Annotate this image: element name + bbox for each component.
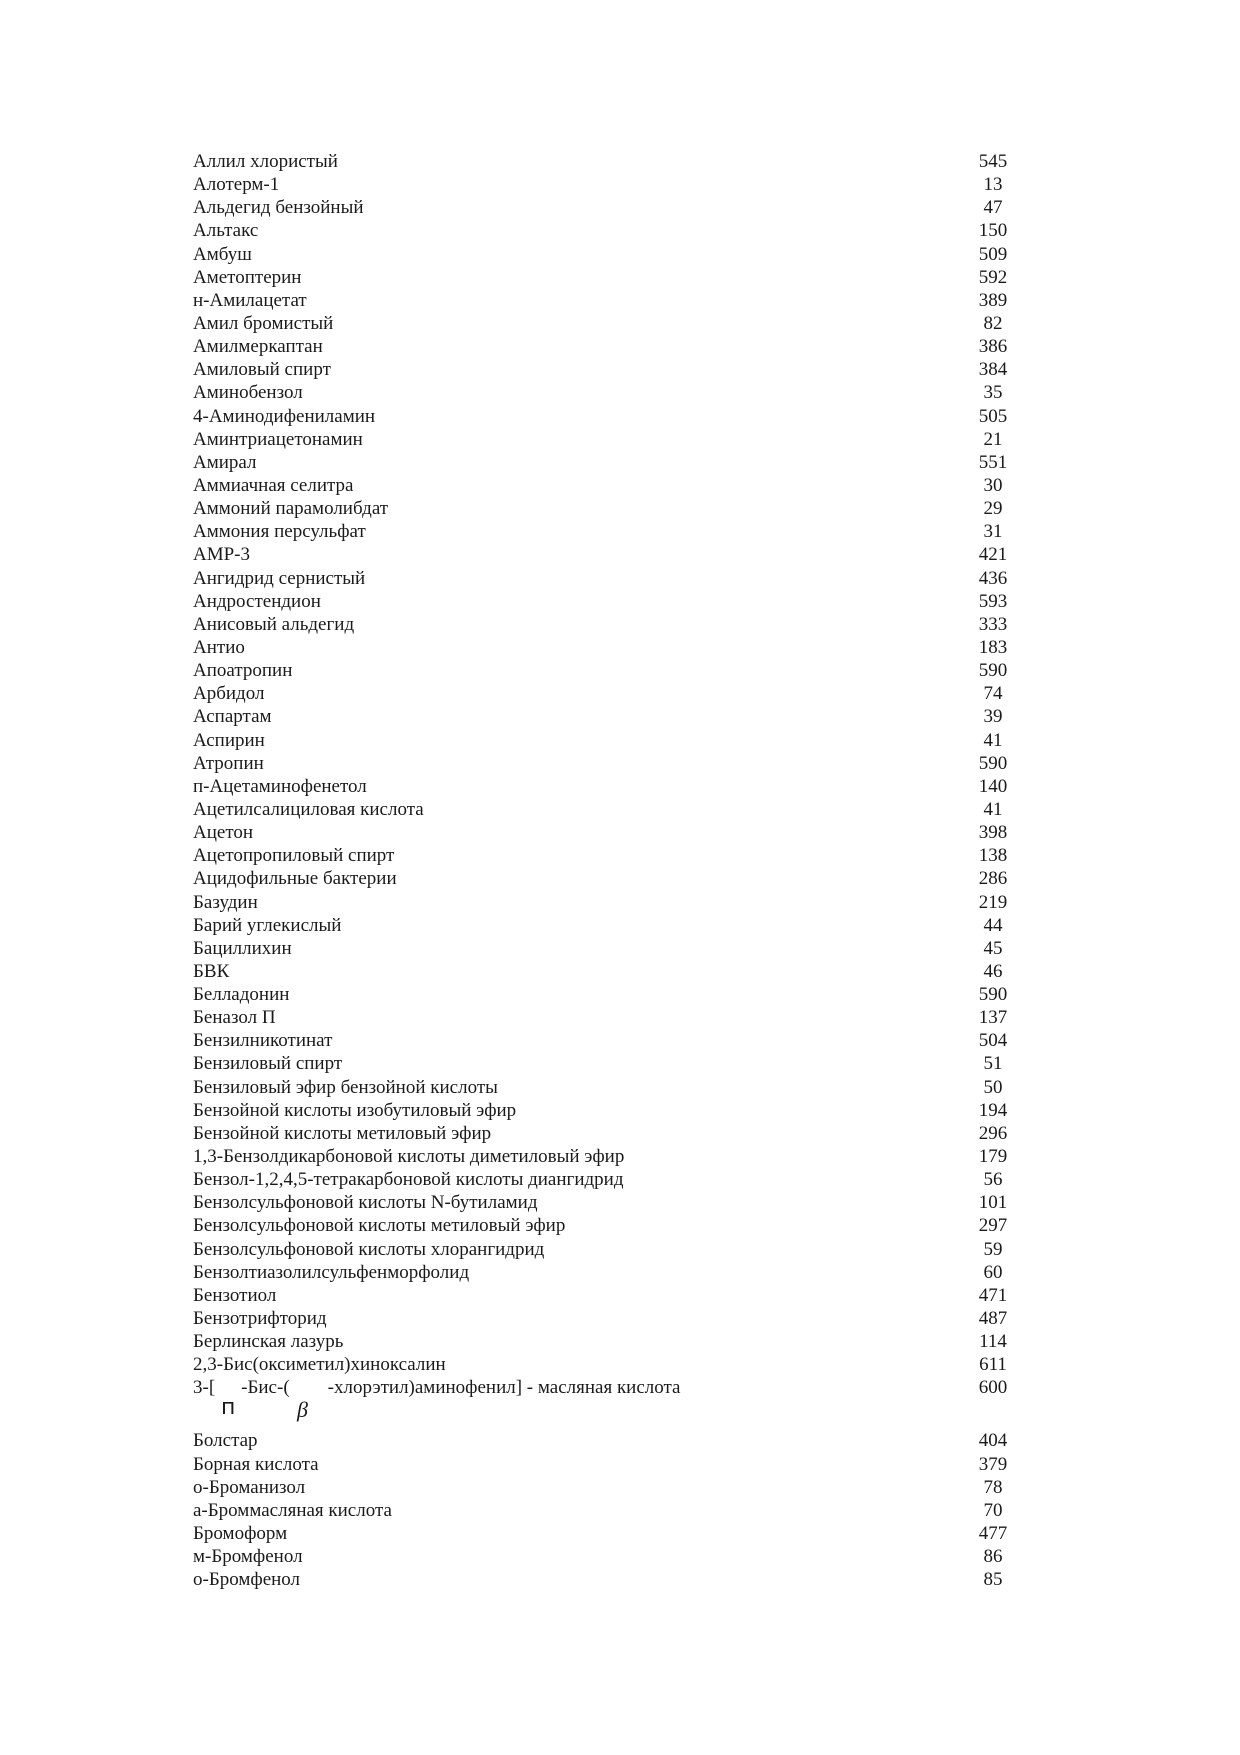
entry-name: 4-Аминодифениламин — [193, 405, 376, 427]
entry-page-number: 296 — [978, 1122, 1008, 1144]
entry-page-number: 47 — [983, 197, 1003, 219]
index-entry — [193, 1307, 1023, 1330]
entry-page-number: 30 — [983, 474, 1003, 496]
entry-name: Бензолсульфоновой кислоты хлорангидрид — [193, 1238, 545, 1260]
entry-page-number: 183 — [978, 636, 1008, 658]
entry-name: Бензолсульфоновой кислоты метиловый эфир — [193, 1215, 566, 1237]
entry-page-number: 85 — [983, 1569, 1003, 1591]
entry-page-number: 86 — [983, 1546, 1003, 1568]
entry-page-number: 70 — [983, 1499, 1003, 1521]
entry-page-number: 504 — [978, 1030, 1008, 1052]
entry-page-number: 41 — [983, 798, 1003, 820]
entry-page-number: 384 — [978, 359, 1008, 381]
entry-name: Аминобензол — [193, 382, 303, 404]
index-entry — [193, 867, 1023, 890]
index-entry — [193, 243, 1023, 266]
entry-name: Бензойной кислоты метиловый эфир — [193, 1122, 492, 1144]
entry-name: Аллил хлористый — [193, 151, 338, 172]
entry-name: Бензолтиазолилсульфенморфолид — [193, 1261, 470, 1283]
entry-name: Бромоформ — [193, 1523, 288, 1545]
index-entries-after — [193, 1429, 1023, 1591]
entry-page-number: 386 — [978, 336, 1008, 358]
entry-page-number: 21 — [983, 428, 1003, 450]
index-entry — [193, 1284, 1023, 1307]
entry-name: Бензиловый эфир бензойной кислоты — [193, 1076, 498, 1098]
entry-page-number: 592 — [978, 266, 1008, 288]
entry-page-number: 389 — [978, 289, 1008, 311]
entry-name: Атропин — [193, 752, 264, 774]
index-entry — [193, 1261, 1023, 1284]
entry-name: Альтакс — [193, 220, 259, 242]
index-entry — [193, 358, 1023, 381]
entry-page-number: 219 — [978, 891, 1008, 913]
entry-page-number: 138 — [978, 845, 1008, 867]
entry-page-number: 379 — [978, 1453, 1008, 1475]
entry-name: Амирал — [193, 451, 257, 473]
entry-page-number: 51 — [983, 1053, 1003, 1075]
entry-page-number: 590 — [978, 984, 1008, 1006]
entry-page-number: 509 — [978, 243, 1008, 265]
index-entry — [193, 821, 1023, 844]
entry-name: Болстар — [193, 1430, 258, 1452]
index-entry — [193, 937, 1023, 960]
index-entry — [193, 289, 1023, 312]
index-entry — [193, 1499, 1023, 1522]
entry-name: Андростендион — [193, 590, 321, 612]
entry-name: 1,3-Бензолдикарбоновой кислоты диметиловый эфир — [193, 1146, 625, 1168]
index-entry — [193, 1568, 1023, 1591]
entry-page-number: 29 — [983, 498, 1003, 520]
index-entry — [193, 1353, 1023, 1376]
entry-page-number: 471 — [978, 1284, 1008, 1306]
entry-name: Анисовый альдегид — [193, 613, 355, 635]
entry-page-number: 35 — [983, 382, 1003, 404]
entry-name: м-Бромфенол — [193, 1546, 303, 1568]
entry-name: Ацетилсалициловая кислота — [193, 798, 424, 820]
index-entry — [193, 1453, 1023, 1476]
index-entry — [193, 266, 1023, 289]
index-entry — [193, 1099, 1023, 1122]
index-entry — [193, 682, 1023, 705]
index-entry — [193, 520, 1023, 543]
entry-name: Амиловый спирт — [193, 359, 331, 381]
entry-name: Аминтриацетонамин — [193, 428, 363, 450]
entry-name: Аспартам — [193, 706, 272, 728]
index-entry — [193, 659, 1023, 682]
entry-page-number: 13 — [983, 174, 1003, 196]
entry-name: Бензотиол — [193, 1284, 277, 1306]
entry-name: Бензойной кислоты изобутиловый эфир — [193, 1099, 517, 1121]
entry-page-number: 150 — [978, 220, 1008, 242]
index-entry — [193, 567, 1023, 590]
entry-name: Бензотрифторид — [193, 1308, 327, 1330]
entry-name: 2,3-Бис(оксиметил)хиноксалин — [193, 1354, 446, 1376]
index-entry — [193, 335, 1023, 358]
entry-name: Аммония персульфат — [193, 521, 366, 543]
index-entry — [193, 590, 1023, 613]
entry-page-number: 421 — [978, 544, 1008, 566]
beta-symbol: β — [297, 1397, 308, 1423]
entry-page-number: 137 — [978, 1007, 1008, 1029]
entry-name: Ангидрид сернистый — [193, 567, 366, 589]
index-entry — [193, 1238, 1023, 1261]
index-entry — [193, 983, 1023, 1006]
entry-name: Бензолсульфоновой кислоты N-бутиламид — [193, 1192, 538, 1214]
entry-page-number: 611 — [979, 1354, 1007, 1376]
index-entry — [193, 613, 1023, 636]
entry-name: Амил бромистый — [193, 312, 334, 334]
index-entry — [193, 1006, 1023, 1029]
entry-page-number: 286 — [978, 868, 1008, 890]
index-entry — [193, 891, 1023, 914]
index-entry — [193, 405, 1023, 428]
entry-page-number: 194 — [978, 1099, 1008, 1121]
entry-name: п-Ацетаминофенетол — [193, 775, 367, 797]
index-list — [193, 150, 1023, 1591]
index-entry — [193, 1330, 1023, 1353]
entry-page-number: 179 — [978, 1146, 1008, 1168]
index-entry — [193, 543, 1023, 566]
index-entry — [193, 1122, 1023, 1145]
entry-page-number: 477 — [978, 1523, 1008, 1545]
entry-page-number: 60 — [983, 1261, 1003, 1283]
index-entry — [193, 1191, 1023, 1214]
entry-name: Берлинская лазурь — [193, 1331, 344, 1353]
index-entry — [193, 173, 1023, 196]
entry-page-number: 593 — [978, 590, 1008, 612]
entry-page-number: 46 — [983, 960, 1003, 982]
index-entry — [193, 1214, 1023, 1237]
entry-page-number: 50 — [983, 1076, 1003, 1098]
entry-page-number: 487 — [978, 1308, 1008, 1330]
index-entry — [193, 914, 1023, 937]
index-entry — [193, 428, 1023, 451]
entry-page-number: 551 — [978, 451, 1008, 473]
index-entry — [193, 729, 1023, 752]
entry-name: н-Амилацетат — [193, 289, 307, 311]
entry-name: Ацетопропиловый спирт — [193, 845, 395, 867]
entry-page-number: 45 — [983, 937, 1003, 959]
entry-name: Амбуш — [193, 243, 252, 265]
entry-name: Алотерм-1 — [193, 174, 280, 196]
entry-name: Апоатропин — [193, 660, 293, 682]
entry-name: Ацетон — [193, 822, 254, 844]
entry-name: Аммиачная селитра — [193, 474, 354, 496]
entry-page-number: 74 — [983, 683, 1003, 705]
entry-page-number: 333 — [978, 613, 1008, 635]
index-entry — [193, 1052, 1023, 1075]
entry-page-number: 398 — [978, 822, 1008, 844]
entry-page-number: 39 — [983, 706, 1003, 728]
entry-page-number: 404 — [978, 1430, 1008, 1452]
entry-name: Антио — [193, 636, 245, 658]
entry-name: Беназол П — [193, 1007, 276, 1029]
entry-page-number: 590 — [978, 752, 1008, 774]
index-entry — [193, 497, 1023, 520]
index-entry — [193, 1029, 1023, 1052]
entry-page-number: 505 — [978, 405, 1008, 427]
entry-page-number: 545 — [978, 151, 1008, 172]
index-entry-special — [193, 1376, 1023, 1429]
index-entry — [193, 1145, 1023, 1168]
index-entry — [193, 474, 1023, 497]
entry-name: Аметоптерин — [193, 266, 302, 288]
index-entry — [193, 451, 1023, 474]
entry-name: Ацидофильные бактерии — [193, 868, 397, 890]
index-entry — [193, 844, 1023, 867]
entry-page-number: 44 — [983, 914, 1003, 936]
entry-page-number: 297 — [978, 1215, 1008, 1237]
entry-name: Амилмеркаптан — [193, 336, 323, 358]
entry-name: Бензилникотинат — [193, 1030, 333, 1052]
index-entry — [193, 960, 1023, 983]
entry-name: 3-[ -Бис-( -хлорэтил)аминофенил] - масляная кислота — [193, 1377, 681, 1399]
entry-name: Аммоний парамолибдат — [193, 498, 389, 520]
entry-name: Арбидол — [193, 683, 265, 705]
entry-name: Барий углекислый — [193, 914, 342, 936]
entry-page-number: 41 — [983, 729, 1003, 751]
entry-page-number: 56 — [983, 1169, 1003, 1191]
entry-name: о-Броманизол — [193, 1476, 306, 1498]
entry-name: Альдегид бензойный — [193, 197, 364, 219]
entry-page-number: 31 — [983, 521, 1003, 543]
entry-name: Борная кислота — [193, 1453, 319, 1475]
entry-page-number: 82 — [983, 312, 1003, 334]
entry-page-number: 600 — [978, 1377, 1008, 1399]
index-entry — [193, 150, 1023, 173]
entry-name: Бензиловый спирт — [193, 1053, 343, 1075]
index-entries — [193, 150, 1023, 1376]
index-entry — [193, 705, 1023, 728]
entry-name: АМР-3 — [193, 544, 251, 566]
entry-page-number: 140 — [978, 775, 1008, 797]
index-entry — [193, 798, 1023, 821]
index-entry — [193, 196, 1023, 219]
index-entry — [193, 381, 1023, 404]
entry-name: БВК — [193, 960, 230, 982]
entry-page-number: 436 — [978, 567, 1008, 589]
index-entry — [193, 312, 1023, 335]
index-entry — [193, 1076, 1023, 1099]
entry-name: Белладонин — [193, 984, 290, 1006]
index-entry — [193, 752, 1023, 775]
index-entry — [193, 636, 1023, 659]
entry-name: Аспирин — [193, 729, 265, 751]
entry-name: Базудин — [193, 891, 258, 913]
entry-name: Бензол-1,2,4,5-тетракарбоновой кислоты диангидрид — [193, 1169, 624, 1191]
entry-name: а-Броммасляная кислота — [193, 1499, 392, 1521]
index-entry — [193, 1429, 1023, 1452]
index-entry — [193, 1545, 1023, 1568]
index-entry — [193, 775, 1023, 798]
entry-name: о-Бромфенол — [193, 1569, 301, 1591]
entry-page-number: 78 — [983, 1476, 1003, 1498]
entry-page-number: 59 — [983, 1238, 1003, 1260]
entry-page-number: 101 — [978, 1192, 1008, 1214]
entry-name: Бациллихин — [193, 937, 292, 959]
entry-page-number: 114 — [979, 1331, 1007, 1353]
para-symbol: п — [221, 1395, 236, 1421]
index-entry — [193, 1522, 1023, 1545]
index-entry — [193, 1476, 1023, 1499]
index-entry — [193, 1168, 1023, 1191]
index-entry — [193, 219, 1023, 242]
entry-page-number: 590 — [978, 660, 1008, 682]
